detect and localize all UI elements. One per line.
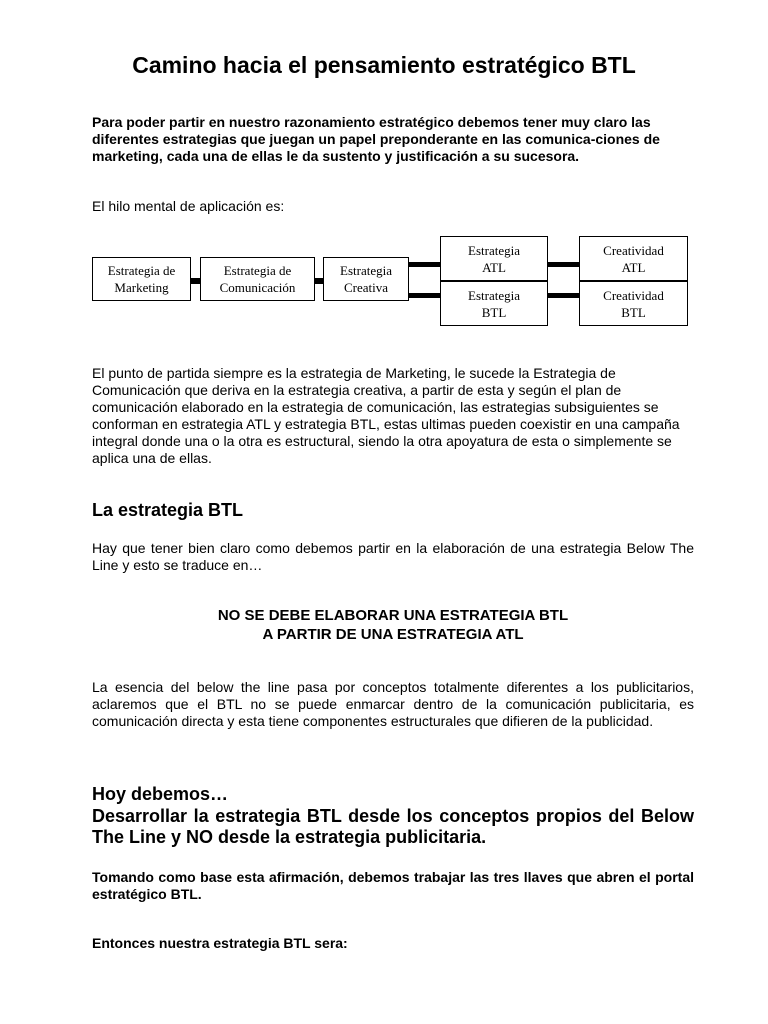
page-title: Camino hacia el pensamiento estratégico BTL	[132, 52, 636, 78]
box-label-line: BTL	[621, 304, 646, 320]
box-label-line: Estrategia	[468, 287, 520, 303]
hay-que-paragraph: Hay que tener bien claro como debemos partir en la elaboración de una estrategia Below The Line y esto se traduce en…	[92, 540, 694, 573]
emphasis-line: NO SE DEBE ELABORAR UNA ESTRATEGIA BTL	[217, 607, 569, 624]
emphasis-statement	[0, 606, 768, 644]
intro-paragraph: Para poder partir en nuestro razonamiento estratégico debemos tener muy claro las diferentes estrategias que juegan un papel preponderante en las comunica-ciones de marketing, cada una de ellas le da sustento y justificación a su sucesora.	[92, 114, 660, 164]
box-estrategia-atl	[440, 236, 548, 281]
box-label-line: ATL	[621, 259, 646, 275]
box-label-line: Estrategia	[468, 242, 520, 258]
box-label-line: ATL	[482, 259, 506, 275]
box-estrategia-marketing	[92, 257, 191, 301]
box-estrategia-creativa	[323, 257, 409, 301]
box-label-line: Comunicación	[219, 280, 296, 295]
box-estrategia-comunicacion	[200, 257, 315, 301]
desarrollar-statement: Desarrollar la estrategia BTL desde los conceptos propios del Below The Line y NO desde la estrategia publicitaria.	[92, 806, 694, 847]
hilo-mental-text: El hilo mental de aplicación es:	[92, 198, 285, 214]
box-label-line: Marketing	[114, 280, 169, 295]
esencia-paragraph: La esencia del below the line pasa por conceptos totalmente diferentes a los publicitarios, aclaremos que el BTL no se puede enmarcar dentro de la comunicación publicitaria, es comunicación directa y esta tiene componentes estructurales que difieren de la publicidad.	[92, 679, 694, 729]
connector-atl-creatividad	[547, 262, 580, 267]
punto-partida-paragraph: El punto de partida siempre es la estrategia de Marketing, le sucede la Estrategia de Comunicación que deriva en la estrategia creativa, a partir de esta y según el plan de comunicación elaborado en la estrategia de comunicación, las estrategias subsiguientes se conforman en estrategia ATL y estrategia BTL, estas ultimas pueden coexistir en una campaña integral donde una o la otra es estructural, siendo la otra apoyatura de esta o simplemente se aplica una de ellas.	[92, 365, 680, 466]
box-label-line: Estrategia de	[223, 263, 292, 278]
section-heading-btl: La estrategia BTL	[92, 500, 244, 520]
connector-creativa-atl	[408, 262, 441, 267]
connector-marketing-comunicacion	[190, 278, 201, 284]
tomando-paragraph: Tomando como base esta afirmación, debemos trabajar las tres llaves que abren el portal estratégico BTL.	[92, 869, 694, 902]
hoy-debemos-heading: Hoy debemos…	[92, 784, 229, 804]
box-label-line: BTL	[481, 304, 507, 320]
box-label-line: Estrategia de	[107, 263, 176, 278]
box-creatividad-btl	[579, 281, 688, 326]
entonces-text: Entonces nuestra estrategia BTL sera:	[92, 935, 348, 951]
emphasis-line: A PARTIR DE UNA ESTRATEGIA ATL	[262, 626, 524, 643]
connector-comunicacion-creativa	[313, 278, 324, 284]
box-label-line: Creatividad	[603, 242, 664, 258]
box-label-line: Estrategia	[340, 263, 392, 278]
box-creatividad-atl	[579, 236, 688, 281]
connector-btl-creatividad	[547, 293, 580, 298]
box-label-line: Creatividad	[603, 287, 664, 303]
box-label-line: Creativa	[343, 280, 389, 295]
connector-creativa-btl	[408, 293, 441, 298]
box-estrategia-btl	[440, 281, 548, 326]
